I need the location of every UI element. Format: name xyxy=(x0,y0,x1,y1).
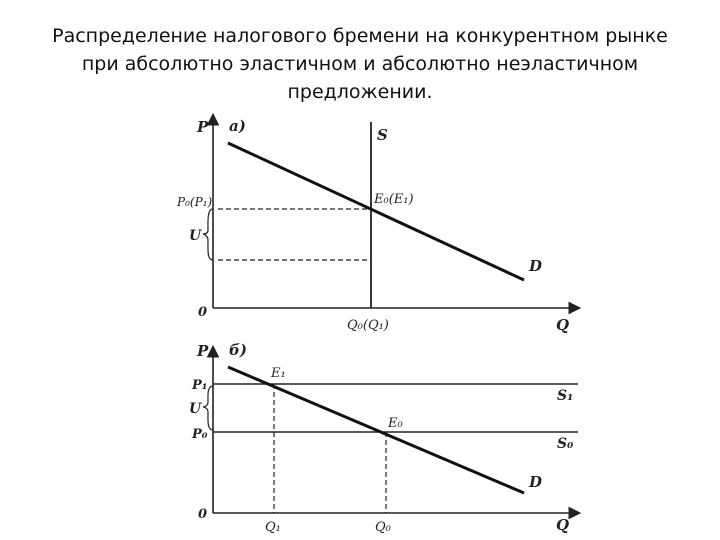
panel-b-supply-0-label: S₀ xyxy=(557,436,574,452)
panel-b-axis-p-label: P xyxy=(197,342,209,360)
title-line-3: предложении. xyxy=(287,81,433,103)
title-line-2: при абсолютно эластичном и абсолютно неэластичном xyxy=(81,53,639,75)
panel-a-tag: а) xyxy=(229,117,246,135)
panel-b-axis-q-label: Q xyxy=(556,516,570,534)
panel-b-origin: 0 xyxy=(198,507,208,522)
panel-a-axis-q-label: Q xyxy=(556,316,570,334)
panel-b xyxy=(189,341,578,535)
panel-b-eq-1-label: E₁ xyxy=(271,366,286,381)
panel-a-price-label: P₀(P₁) xyxy=(177,195,213,209)
title-line-1: Распределение налогового бремени на конкурентном рынке xyxy=(52,25,668,47)
panel-a-supply-label: S xyxy=(377,126,388,144)
panel-a-equilibrium-label: E₀(E₁) xyxy=(374,192,414,207)
panel-b-q0-label: Q₀ xyxy=(375,520,391,535)
panel-b-demand-label: D xyxy=(529,473,543,491)
panel-b-supply-1-label: S₁ xyxy=(557,388,574,404)
panel-a xyxy=(176,116,578,334)
panel-b-demand-line xyxy=(228,367,524,493)
panel-b-price-0-label: P₀ xyxy=(192,427,208,442)
panel-a-axis-p-label: P xyxy=(197,118,209,136)
panel-a-demand-label: D xyxy=(529,257,543,275)
panel-b-eq-0-label: E₀ xyxy=(388,416,403,431)
panel-a-origin: 0 xyxy=(198,305,208,320)
panel-b-tax-label: U xyxy=(189,401,202,417)
panel-b-tag: б) xyxy=(229,341,247,359)
panel-a-tax-label: U xyxy=(189,228,202,244)
panel-a-quantity-label: Q₀(Q₁) xyxy=(347,318,389,333)
panel-a-demand-line xyxy=(228,143,524,280)
panel-a-tax-brace xyxy=(203,209,213,260)
panel-b-price-1-label: P₁ xyxy=(192,378,208,393)
panel-b-q1-label: Q₁ xyxy=(265,520,281,535)
